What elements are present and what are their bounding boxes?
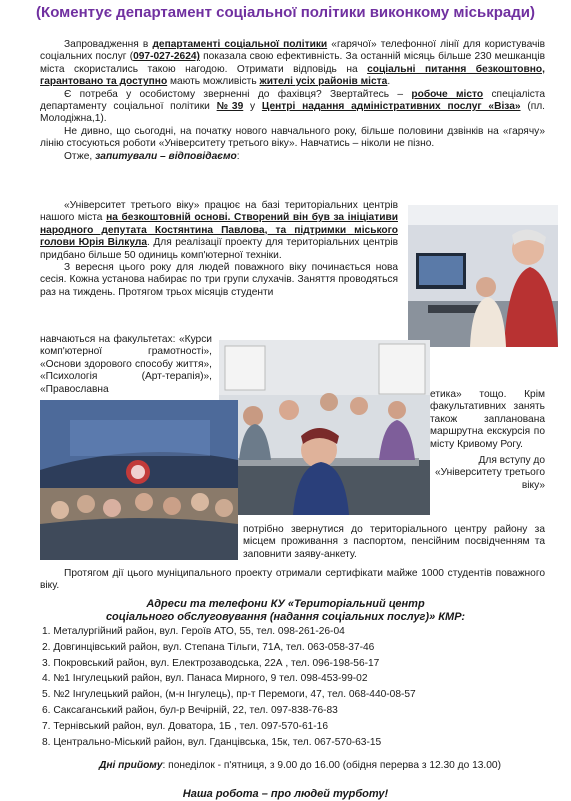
certificates-row: [40, 568, 545, 593]
slogan: Наша робота – про людей турботу!: [182, 788, 389, 800]
visit-paragraph: Є потреба у особистому зверненні до фахівця? Звертайтесь – робоче місто спеціаліста департаменту соціальної політики №39 у Центрі надання адміністративних послуг «Віза» (пл. Молодіжна,1).: [40, 88, 546, 125]
university-paragraph: «Університет третього віку» працює на базі територіальних центрів нашого міста на безкоштовній основі. Створений він був за ініціативи народного депутата Костянтина Павлова, та підтримки міського голови Юрія Вілкула. Для реалізації проекту для територіальних центрів придбано більше 50 одиниць комп'ютерної техніки.: [40, 200, 398, 261]
address-item: 4. №1 Інгулецький район, вул. Панаса Мирного, 9 тел. 098-453-99-02: [42, 673, 368, 685]
enroll-column: [243, 524, 545, 561]
addresses-title-1: Адреси та телефони КУ «Територіальний центр: [146, 598, 425, 610]
hotline-phone: 097-027-2624): [133, 51, 200, 63]
enroll-lead: Для вступу до «Університету третього віку»: [434, 455, 545, 491]
hotline-paragraph: Запровадження в департаменті соціальної політики «гарячої» телефонної лінії для користувачів соціальних послуг (097-027-2624) показала свою ефективність. За останній місяць більше 230 мешканців міста скористались такою нагодою. Отримати відповідь на соціальні питання безкоштовно, гарантовано та доступно мають можливість жителі усіх районів міста.: [40, 39, 545, 88]
address-item: 1. Металургійний район, вул. Героїв АТО, 55, тел. 098-261-26-04: [42, 626, 345, 637]
page-title: (Коментує департамент соціальної політики виконкому міськради): [36, 4, 535, 21]
computer-class-photo: [408, 205, 558, 347]
ethics-text: етика» тощо. Крім факультативних занять також запланована маршрутна екскурсія по місту Кривому Рогу.: [430, 389, 545, 450]
intro-section: [40, 39, 545, 163]
certificates-text: Протягом дії цього муніципального проекту отримали сертифікати майже 1000 студентів поважного віку.: [40, 568, 545, 592]
address-item: 5. №2 Інгулецький район, (м-н Інгулець), пр-т Перемоги, 47, тел. 068-440-08-57: [42, 689, 416, 701]
calls-paragraph: Не дивно, що сьогодні, на початку нового навчального року, більше половини дзвінків на «гарячу» лінію стосуються роботи «Університету третього віку». Навчатись – ніколи не пізно.: [40, 125, 545, 150]
addresses-title-2: соціального обслуговування (надання соціальних послуг)» КМР:: [105, 611, 466, 623]
university-section: [40, 200, 398, 299]
classroom-photo: [219, 340, 430, 515]
address-item: 7. Тернівський район, вул. Доватора, 1Б , тел. 097-570-61-16: [42, 720, 328, 732]
excursion-photo: [40, 400, 238, 560]
answers-paragraph: Отже, запитували – відповідаємо:: [64, 150, 240, 162]
enroll-text: потрібно звернутися до територіального центру району за місцем проживання з паспортом, пенсійним посвідченням та заповнити заяву-анкету.: [243, 524, 545, 560]
faculties-text: навчаються на факультетах: «Курси комп'ютерної грамотності», «Основи здорового способу життя», «Психологія (Арт-терапія)», «Православна: [40, 334, 212, 395]
address-item: 8. Центрально-Міський район, вул. Гданцівська, 15к, тел. 067-570-63-15: [42, 736, 382, 748]
ethics-column: [430, 389, 545, 492]
faculties-column: [40, 334, 212, 396]
reception-days: Дні прийому: понеділок - п'ятниця, з 9.00 до 16.00 (обідня перерва з 12.30 до 13.00): [99, 760, 501, 771]
address-item: 3. Покровський район, вул. Електрозаводська, 22А , тел. 096-198-56-17: [42, 657, 380, 669]
address-item: 2. Довгинцівський район, вул. Степана Тільги, 71А, тел. 063-058-37-46: [42, 641, 375, 653]
address-item: 6. Саксаганський район, бул-р Вечірній, 22, тел. 097-838-76-83: [42, 704, 338, 716]
addresses-list: [42, 626, 562, 752]
session-paragraph-lead: З вересня цього року для людей поважного віку починається нова сесія. Кожна установа набирає по три групи слухачів. Заняття проводяться раз на тиждень. Протягом трьох місяців студенти: [40, 262, 398, 298]
